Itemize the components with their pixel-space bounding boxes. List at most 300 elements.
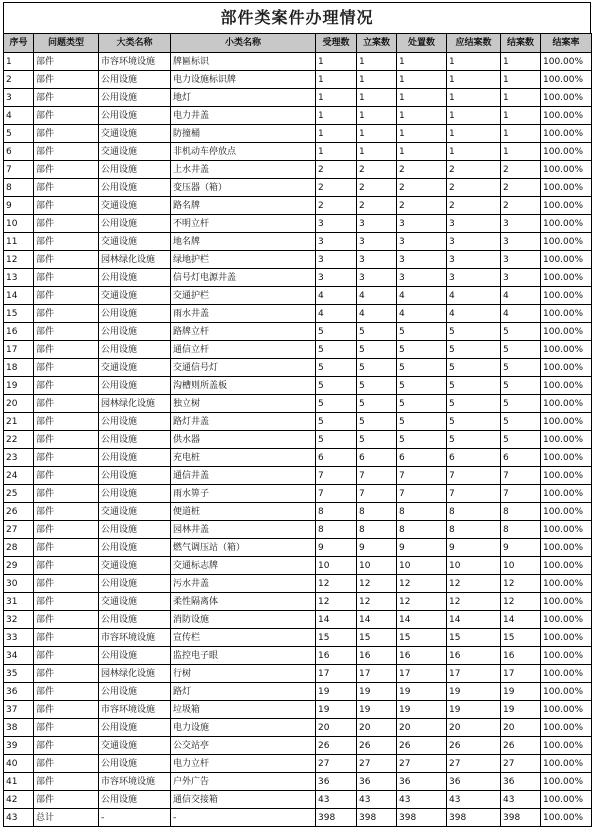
cell-problem-type: 部件 <box>34 521 99 539</box>
cell-category: 公用设施 <box>99 449 171 467</box>
cell-closed: 3 <box>501 251 541 269</box>
cell-filed: 9 <box>357 539 397 557</box>
cell-accepted: 4 <box>316 287 357 305</box>
cell-accepted: 2 <box>316 179 357 197</box>
cell-close-rate: 100.00% <box>541 503 592 521</box>
cell-filed: 3 <box>357 269 397 287</box>
cell-category: 交通设施 <box>99 557 171 575</box>
cell-due-closed: 4 <box>447 287 501 305</box>
header-cell: 处置数 <box>397 34 447 53</box>
cell-handled: 9 <box>397 539 447 557</box>
cell-handled: 10 <box>397 557 447 575</box>
cell-due-closed: 43 <box>447 791 501 809</box>
cell-accepted: 5 <box>316 413 357 431</box>
cell-filed: 1 <box>357 143 397 161</box>
cell-accepted: 43 <box>316 791 357 809</box>
cell-index: 12 <box>4 251 34 269</box>
cell-closed: 8 <box>501 503 541 521</box>
cell-problem-type: 部件 <box>34 233 99 251</box>
cell-handled: 1 <box>397 71 447 89</box>
table-row <box>4 359 592 377</box>
cell-due-closed: 3 <box>447 215 501 233</box>
table-row <box>4 755 592 773</box>
cell-subcategory: 上水井盖 <box>171 161 316 179</box>
header-cell: 应结案数 <box>447 34 501 53</box>
cell-due-closed: 16 <box>447 647 501 665</box>
cell-handled: 20 <box>397 719 447 737</box>
cell-filed: 2 <box>357 197 397 215</box>
cell-subcategory: 便道桩 <box>171 503 316 521</box>
cell-filed: 16 <box>357 647 397 665</box>
cell-problem-type: 部件 <box>34 359 99 377</box>
cell-closed: 3 <box>501 233 541 251</box>
cell-category: 公用设施 <box>99 539 171 557</box>
cell-subcategory: 绿地护栏 <box>171 251 316 269</box>
cell-index: 23 <box>4 449 34 467</box>
cell-index: 36 <box>4 683 34 701</box>
header-cell: 问题类型 <box>34 34 99 53</box>
cell-problem-type: 部件 <box>34 701 99 719</box>
cell-problem-type: 部件 <box>34 773 99 791</box>
table-row <box>4 611 592 629</box>
cell-index: 32 <box>4 611 34 629</box>
cell-category: 公用设施 <box>99 485 171 503</box>
cell-subcategory: 路名牌 <box>171 197 316 215</box>
table-row <box>4 521 592 539</box>
cell-handled: 27 <box>397 755 447 773</box>
cell-subcategory: 燃气调压站（箱） <box>171 539 316 557</box>
cell-close-rate: 100.00% <box>541 611 592 629</box>
cell-problem-type: 部件 <box>34 287 99 305</box>
cell-due-closed: 17 <box>447 665 501 683</box>
cell-handled: 12 <box>397 575 447 593</box>
cell-closed: 8 <box>501 521 541 539</box>
cell-closed: 3 <box>501 269 541 287</box>
cell-index: 29 <box>4 557 34 575</box>
cell-index: 30 <box>4 575 34 593</box>
cell-handled: 5 <box>397 341 447 359</box>
cell-close-rate: 100.00% <box>541 233 592 251</box>
cell-closed: 1 <box>501 125 541 143</box>
cell-due-closed: 36 <box>447 773 501 791</box>
table-row <box>4 449 592 467</box>
cell-problem-type: 部件 <box>34 161 99 179</box>
cell-closed: 5 <box>501 413 541 431</box>
cell-index: 5 <box>4 125 34 143</box>
cell-subcategory: 通信井盖 <box>171 467 316 485</box>
cell-filed: 2 <box>357 161 397 179</box>
cell-filed: 36 <box>357 773 397 791</box>
cell-due-closed: 20 <box>447 719 501 737</box>
cell-subcategory: 地灯 <box>171 89 316 107</box>
cell-closed: 19 <box>501 683 541 701</box>
cell-handled: 5 <box>397 413 447 431</box>
cell-close-rate: 100.00% <box>541 125 592 143</box>
cell-due-closed: 5 <box>447 431 501 449</box>
table-row <box>4 719 592 737</box>
cell-handled: 5 <box>397 431 447 449</box>
cell-accepted: 15 <box>316 629 357 647</box>
cell-category: 公用设施 <box>99 89 171 107</box>
cell-subcategory: 防撞桶 <box>171 125 316 143</box>
cell-handled: 7 <box>397 485 447 503</box>
cell-closed: 10 <box>501 557 541 575</box>
cell-accepted: 12 <box>316 575 357 593</box>
cell-problem-type: 部件 <box>34 665 99 683</box>
cell-problem-type: 部件 <box>34 575 99 593</box>
cell-index: 41 <box>4 773 34 791</box>
cell-due-closed: 5 <box>447 341 501 359</box>
cell-due-closed: 12 <box>447 593 501 611</box>
cell-handled: 3 <box>397 215 447 233</box>
cell-problem-type: 部件 <box>34 647 99 665</box>
cell-problem-type: 总计 <box>34 809 99 827</box>
cell-close-rate: 100.00% <box>541 557 592 575</box>
cell-accepted: 6 <box>316 449 357 467</box>
cell-accepted: 20 <box>316 719 357 737</box>
cell-close-rate: 100.00% <box>541 431 592 449</box>
cell-subcategory: 户外广告 <box>171 773 316 791</box>
cell-filed: 5 <box>357 323 397 341</box>
cell-due-closed: 2 <box>447 161 501 179</box>
cell-due-closed: 5 <box>447 323 501 341</box>
cell-due-closed: 15 <box>447 629 501 647</box>
cell-category: 公用设施 <box>99 341 171 359</box>
cell-subcategory: 宣传栏 <box>171 629 316 647</box>
cell-due-closed: 1 <box>447 125 501 143</box>
cell-category: 公用设施 <box>99 413 171 431</box>
cell-category: 公用设施 <box>99 683 171 701</box>
cell-index: 42 <box>4 791 34 809</box>
header-cell: 结案率 <box>541 34 592 53</box>
table-row <box>4 575 592 593</box>
cell-category: 公用设施 <box>99 467 171 485</box>
cell-accepted: 1 <box>316 125 357 143</box>
table-row <box>4 197 592 215</box>
cell-handled: 1 <box>397 53 447 71</box>
cell-handled: 3 <box>397 251 447 269</box>
table-row <box>4 395 592 413</box>
cell-closed: 16 <box>501 647 541 665</box>
cell-close-rate: 100.00% <box>541 305 592 323</box>
cell-category: 公用设施 <box>99 755 171 773</box>
cell-accepted: 17 <box>316 665 357 683</box>
cell-handled: 26 <box>397 737 447 755</box>
cell-due-closed: 10 <box>447 557 501 575</box>
cell-closed: 5 <box>501 431 541 449</box>
cell-category: 园林绿化设施 <box>99 395 171 413</box>
cell-problem-type: 部件 <box>34 197 99 215</box>
cell-subcategory: 行树 <box>171 665 316 683</box>
cell-index: 20 <box>4 395 34 413</box>
cell-problem-type: 部件 <box>34 71 99 89</box>
cell-accepted: 3 <box>316 215 357 233</box>
cell-subcategory: 柔性隔离体 <box>171 593 316 611</box>
cell-handled: 5 <box>397 323 447 341</box>
table-body <box>4 53 592 827</box>
cell-subcategory: - <box>171 809 316 827</box>
cell-category: 市容环境设施 <box>99 701 171 719</box>
cell-category: 园林绿化设施 <box>99 251 171 269</box>
table-row <box>4 773 592 791</box>
cell-problem-type: 部件 <box>34 593 99 611</box>
cell-problem-type: 部件 <box>34 485 99 503</box>
cell-problem-type: 部件 <box>34 791 99 809</box>
cell-handled: 14 <box>397 611 447 629</box>
cell-handled: 6 <box>397 449 447 467</box>
table-row <box>4 53 592 71</box>
cell-handled: 4 <box>397 287 447 305</box>
cell-index: 28 <box>4 539 34 557</box>
cell-subcategory: 不明立杆 <box>171 215 316 233</box>
cell-subcategory: 电力立杆 <box>171 755 316 773</box>
cell-close-rate: 100.00% <box>541 53 592 71</box>
cell-filed: 7 <box>357 485 397 503</box>
report-sheet <box>3 2 591 827</box>
cell-accepted: 5 <box>316 359 357 377</box>
cell-accepted: 2 <box>316 161 357 179</box>
cell-index: 2 <box>4 71 34 89</box>
cell-closed: 6 <box>501 449 541 467</box>
cell-accepted: 1 <box>316 107 357 125</box>
cell-subcategory: 污水井盖 <box>171 575 316 593</box>
cell-closed: 4 <box>501 305 541 323</box>
table-row <box>4 557 592 575</box>
cell-problem-type: 部件 <box>34 179 99 197</box>
cell-problem-type: 部件 <box>34 611 99 629</box>
cell-closed: 14 <box>501 611 541 629</box>
cell-problem-type: 部件 <box>34 449 99 467</box>
table-row <box>4 233 592 251</box>
cell-problem-type: 部件 <box>34 125 99 143</box>
cell-filed: 3 <box>357 233 397 251</box>
cell-close-rate: 100.00% <box>541 197 592 215</box>
cell-category: 公用设施 <box>99 179 171 197</box>
cell-index: 18 <box>4 359 34 377</box>
cell-due-closed: 3 <box>447 233 501 251</box>
cell-filed: 5 <box>357 341 397 359</box>
cell-problem-type: 部件 <box>34 737 99 755</box>
cell-due-closed: 19 <box>447 701 501 719</box>
cell-filed: 15 <box>357 629 397 647</box>
cell-close-rate: 100.00% <box>541 467 592 485</box>
cell-accepted: 9 <box>316 539 357 557</box>
cell-handled: 1 <box>397 89 447 107</box>
cell-close-rate: 100.00% <box>541 377 592 395</box>
cell-close-rate: 100.00% <box>541 485 592 503</box>
cell-close-rate: 100.00% <box>541 179 592 197</box>
cell-index: 11 <box>4 233 34 251</box>
cell-due-closed: 5 <box>447 395 501 413</box>
cell-accepted: 26 <box>316 737 357 755</box>
cell-accepted: 1 <box>316 71 357 89</box>
table-row <box>4 503 592 521</box>
cell-close-rate: 100.00% <box>541 413 592 431</box>
cell-accepted: 12 <box>316 593 357 611</box>
table-row <box>4 341 592 359</box>
cell-closed: 5 <box>501 377 541 395</box>
cell-close-rate: 100.00% <box>541 323 592 341</box>
cell-filed: 19 <box>357 683 397 701</box>
cell-due-closed: 14 <box>447 611 501 629</box>
cell-subcategory: 公交站亭 <box>171 737 316 755</box>
cell-index: 37 <box>4 701 34 719</box>
table-row <box>4 467 592 485</box>
cell-close-rate: 100.00% <box>541 539 592 557</box>
cell-category: 公用设施 <box>99 71 171 89</box>
cell-subcategory: 园林井盖 <box>171 521 316 539</box>
cell-category: 公用设施 <box>99 431 171 449</box>
cell-close-rate: 100.00% <box>541 251 592 269</box>
cell-category: 交通设施 <box>99 737 171 755</box>
cell-subcategory: 独立树 <box>171 395 316 413</box>
cell-closed: 5 <box>501 323 541 341</box>
cell-subcategory: 路灯井盖 <box>171 413 316 431</box>
cell-index: 34 <box>4 647 34 665</box>
cell-filed: 1 <box>357 71 397 89</box>
table-row <box>4 701 592 719</box>
cell-category: 公用设施 <box>99 647 171 665</box>
cell-handled: 36 <box>397 773 447 791</box>
cell-index: 13 <box>4 269 34 287</box>
cell-category: 公用设施 <box>99 575 171 593</box>
cell-category: 公用设施 <box>99 323 171 341</box>
cell-handled: 5 <box>397 359 447 377</box>
cell-category: 公用设施 <box>99 521 171 539</box>
header-cell: 大类名称 <box>99 34 171 53</box>
cell-due-closed: 9 <box>447 539 501 557</box>
cell-accepted: 4 <box>316 305 357 323</box>
cell-accepted: 5 <box>316 323 357 341</box>
cell-index: 6 <box>4 143 34 161</box>
cell-accepted: 398 <box>316 809 357 827</box>
cell-due-closed: 27 <box>447 755 501 773</box>
cell-category: 公用设施 <box>99 611 171 629</box>
cell-problem-type: 部件 <box>34 323 99 341</box>
cell-closed: 3 <box>501 215 541 233</box>
cell-index: 27 <box>4 521 34 539</box>
cell-accepted: 36 <box>316 773 357 791</box>
cell-filed: 1 <box>357 53 397 71</box>
cell-closed: 27 <box>501 755 541 773</box>
cell-filed: 5 <box>357 413 397 431</box>
cell-category: 交通设施 <box>99 287 171 305</box>
cell-accepted: 5 <box>316 395 357 413</box>
cell-accepted: 1 <box>316 143 357 161</box>
cell-index: 19 <box>4 377 34 395</box>
table-row <box>4 377 592 395</box>
cell-closed: 1 <box>501 71 541 89</box>
cell-close-rate: 100.00% <box>541 809 592 827</box>
cell-index: 15 <box>4 305 34 323</box>
cell-due-closed: 19 <box>447 683 501 701</box>
cell-close-rate: 100.00% <box>541 395 592 413</box>
cell-problem-type: 部件 <box>34 557 99 575</box>
cell-closed: 5 <box>501 341 541 359</box>
cell-due-closed: 5 <box>447 377 501 395</box>
cell-handled: 7 <box>397 467 447 485</box>
cell-filed: 17 <box>357 665 397 683</box>
cell-problem-type: 部件 <box>34 341 99 359</box>
cell-filed: 1 <box>357 89 397 107</box>
cell-close-rate: 100.00% <box>541 143 592 161</box>
cell-handled: 43 <box>397 791 447 809</box>
report-title: 部件类案件办理情况 <box>3 2 591 33</box>
table-header <box>4 34 592 53</box>
cell-due-closed: 7 <box>447 485 501 503</box>
cell-filed: 20 <box>357 719 397 737</box>
cell-category: 市容环境设施 <box>99 773 171 791</box>
header-cell: 小类名称 <box>171 34 316 53</box>
cell-category: 公用设施 <box>99 719 171 737</box>
cell-index: 24 <box>4 467 34 485</box>
cell-category: 公用设施 <box>99 269 171 287</box>
cell-close-rate: 100.00% <box>541 107 592 125</box>
cell-filed: 7 <box>357 467 397 485</box>
cell-problem-type: 部件 <box>34 269 99 287</box>
cell-category: 公用设施 <box>99 161 171 179</box>
cell-handled: 4 <box>397 305 447 323</box>
table-row <box>4 791 592 809</box>
cell-category: 市容环境设施 <box>99 629 171 647</box>
cell-index: 8 <box>4 179 34 197</box>
cell-problem-type: 部件 <box>34 629 99 647</box>
cell-accepted: 3 <box>316 233 357 251</box>
cell-handled: 1 <box>397 143 447 161</box>
cell-accepted: 8 <box>316 521 357 539</box>
cell-filed: 3 <box>357 215 397 233</box>
cell-problem-type: 部件 <box>34 377 99 395</box>
cell-accepted: 14 <box>316 611 357 629</box>
cell-problem-type: 部件 <box>34 413 99 431</box>
cell-closed: 43 <box>501 791 541 809</box>
table-row <box>4 683 592 701</box>
cell-accepted: 7 <box>316 485 357 503</box>
cell-filed: 1 <box>357 125 397 143</box>
cell-close-rate: 100.00% <box>541 683 592 701</box>
table-row <box>4 485 592 503</box>
cell-close-rate: 100.00% <box>541 449 592 467</box>
cell-problem-type: 部件 <box>34 467 99 485</box>
cell-problem-type: 部件 <box>34 305 99 323</box>
cell-problem-type: 部件 <box>34 215 99 233</box>
cell-subcategory: 电力设施标识牌 <box>171 71 316 89</box>
cell-accepted: 2 <box>316 197 357 215</box>
cell-handled: 15 <box>397 629 447 647</box>
cell-category: 公用设施 <box>99 377 171 395</box>
cell-close-rate: 100.00% <box>541 791 592 809</box>
cell-problem-type: 部件 <box>34 89 99 107</box>
cell-filed: 8 <box>357 503 397 521</box>
cell-close-rate: 100.00% <box>541 269 592 287</box>
cell-closed: 9 <box>501 539 541 557</box>
cell-category: 交通设施 <box>99 125 171 143</box>
cell-index: 22 <box>4 431 34 449</box>
cell-close-rate: 100.00% <box>541 719 592 737</box>
cell-accepted: 5 <box>316 341 357 359</box>
header-cell: 立案数 <box>357 34 397 53</box>
header-cell: 序号 <box>4 34 34 53</box>
cell-accepted: 16 <box>316 647 357 665</box>
cell-filed: 27 <box>357 755 397 773</box>
cell-due-closed: 6 <box>447 449 501 467</box>
cell-closed: 2 <box>501 197 541 215</box>
table-row <box>4 215 592 233</box>
cell-closed: 12 <box>501 593 541 611</box>
cell-accepted: 5 <box>316 377 357 395</box>
table-row <box>4 143 592 161</box>
cell-subcategory: 垃圾箱 <box>171 701 316 719</box>
